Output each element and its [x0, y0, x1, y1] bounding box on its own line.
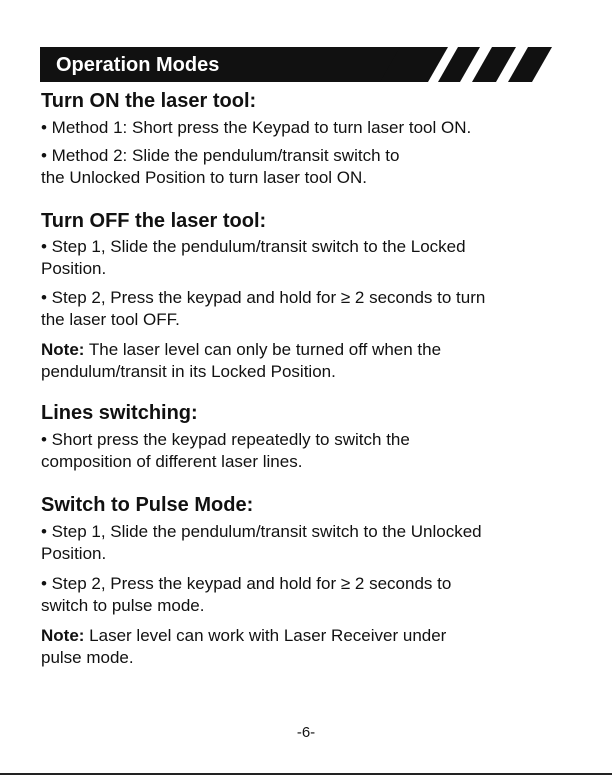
- turn-off-line-3: • Step 2, Press the keypad and hold for ≥ 2 seconds to turn: [41, 288, 486, 307]
- pulse-mode-line-3: • Step 2, Press the keypad and hold for ≥ 2 seconds to: [41, 574, 452, 593]
- banner-title: Operation Modes: [56, 54, 220, 76]
- turn-off-note: [41, 339, 441, 360]
- page-number: -6-: [296, 724, 316, 741]
- turn-off-line-1: • Step 1, Slide the pendulum/transit switch to the Locked: [41, 237, 466, 256]
- turn-on-line-2: • Method 2: Slide the pendulum/transit switch to: [41, 146, 400, 165]
- section-banner: [40, 47, 552, 82]
- turn-on-line-3: the Unlocked Position to turn laser tool ON.: [41, 168, 367, 187]
- turn-off-note-line-2: pendulum/transit in its Locked Position.: [41, 362, 336, 381]
- heading-turn-off: Turn OFF the laser tool:: [41, 210, 267, 232]
- heading-lines-switching: Lines switching:: [41, 402, 198, 424]
- turn-off-line-2: Position.: [41, 259, 107, 278]
- pulse-mode-note: [41, 625, 446, 646]
- note-label: Note:: [41, 626, 85, 645]
- pulse-mode-note-line-2: pulse mode.: [41, 648, 134, 667]
- banner-stripes-decoration: [380, 47, 552, 82]
- turn-off-line-4: the laser tool OFF.: [41, 310, 180, 329]
- lines-switching-line-2: composition of different laser lines.: [41, 452, 303, 471]
- bottom-rule: [0, 773, 612, 775]
- heading-turn-on: Turn ON the laser tool:: [41, 90, 257, 112]
- note-text: Laser level can work with Laser Receiver under: [84, 626, 447, 645]
- heading-pulse-mode: Switch to Pulse Mode:: [41, 494, 254, 516]
- pulse-mode-line-2: Position.: [41, 544, 107, 563]
- note-text: The laser level can only be turned off when the: [84, 340, 442, 359]
- pulse-mode-line-4: switch to pulse mode.: [41, 596, 205, 615]
- pulse-mode-line-1: • Step 1, Slide the pendulum/transit switch to the Unlocked: [41, 522, 482, 541]
- note-label: Note:: [41, 340, 85, 359]
- lines-switching-line-1: • Short press the keypad repeatedly to switch the: [41, 430, 410, 449]
- turn-on-line-1: • Method 1: Short press the Keypad to turn laser tool ON.: [41, 118, 472, 137]
